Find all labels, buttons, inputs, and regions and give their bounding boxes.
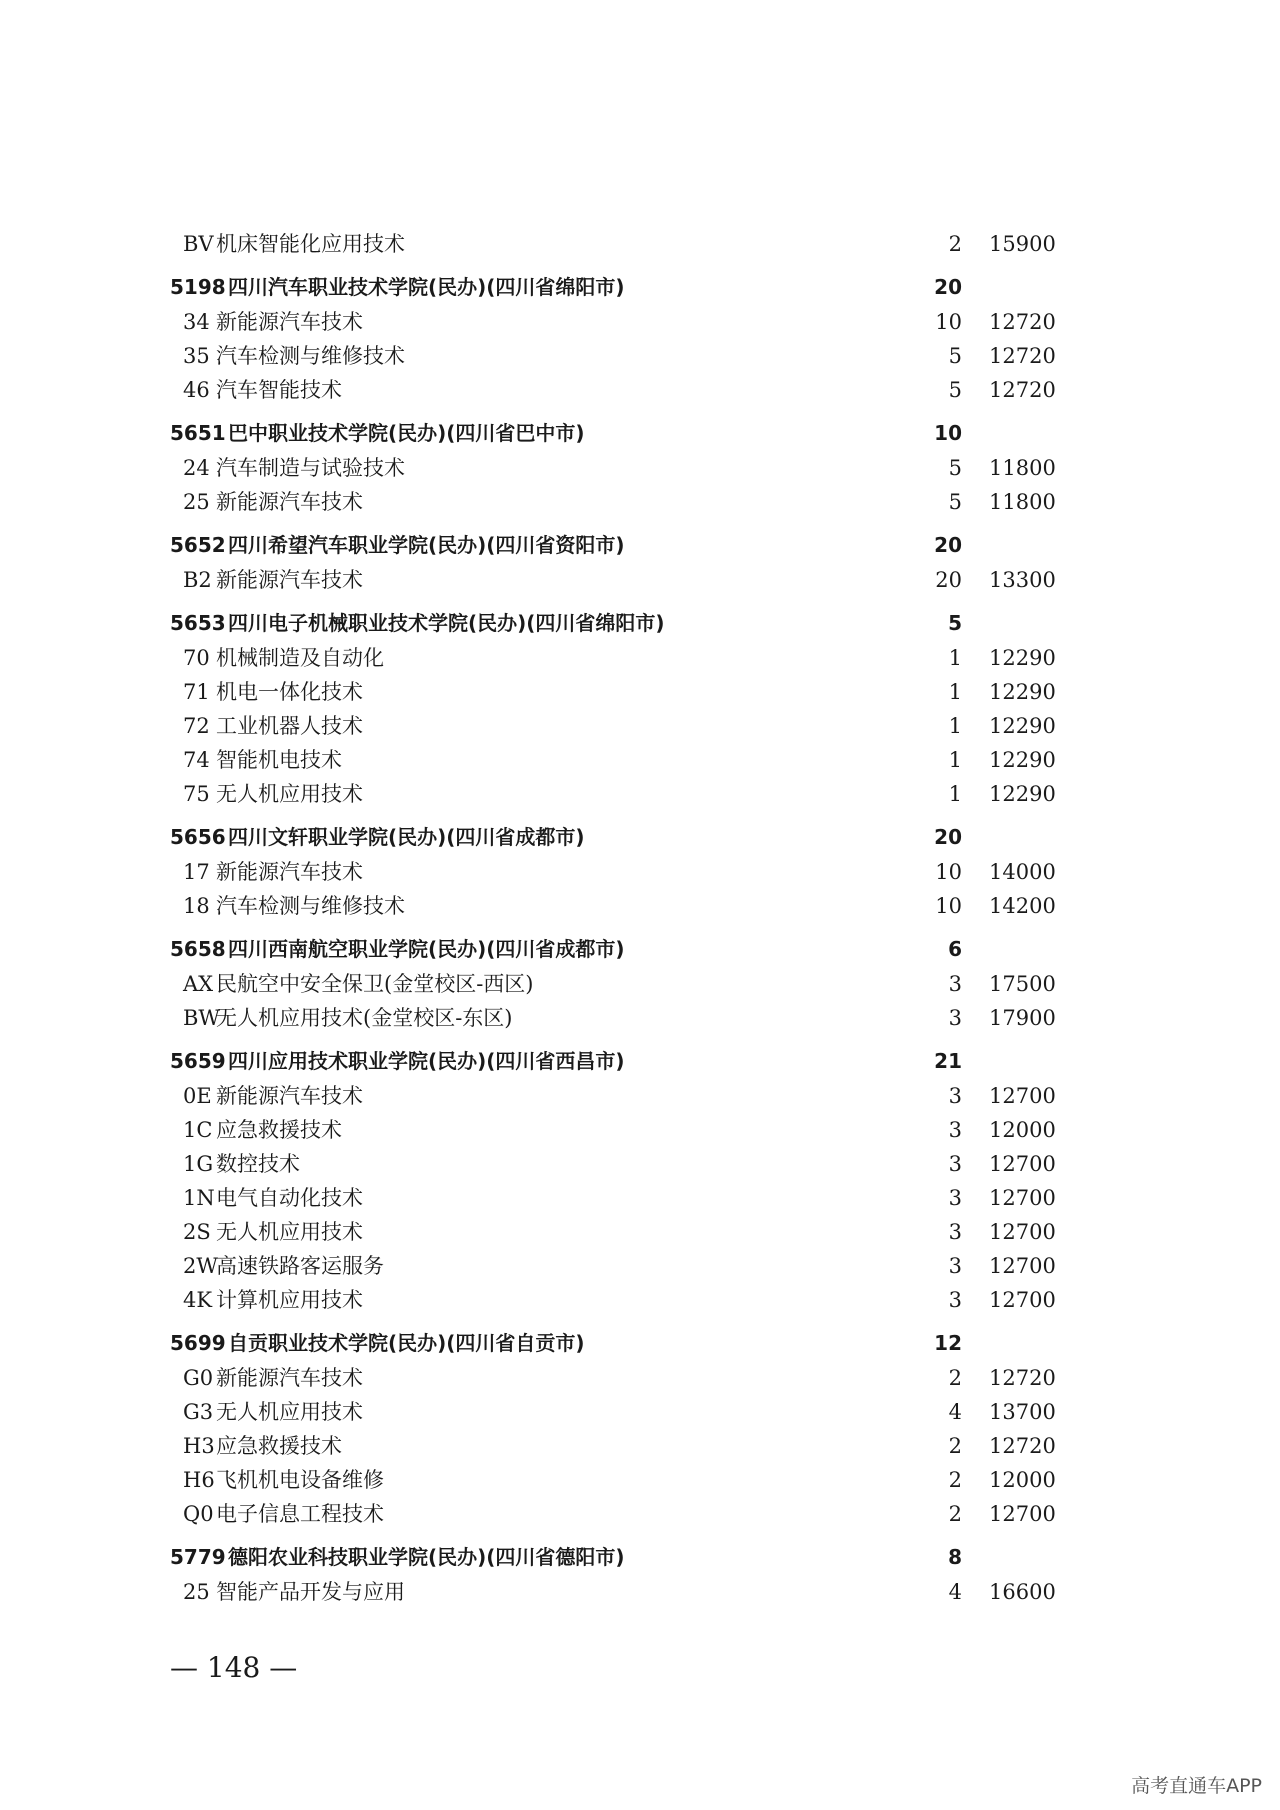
major-fee: 12700 bbox=[989, 1220, 1056, 1244]
major-fee: 12290 bbox=[989, 748, 1056, 772]
school-code: 5779 bbox=[170, 1545, 226, 1569]
school-row bbox=[0, 1045, 1280, 1077]
major-name: 应急救援技术 bbox=[216, 1118, 342, 1142]
school-code: 5652 bbox=[170, 533, 226, 557]
major-code: 2W bbox=[183, 1254, 218, 1278]
major-count: 1 bbox=[948, 748, 962, 772]
major-name: 无人机应用技术 bbox=[216, 1400, 363, 1424]
school-code: 5651 bbox=[170, 421, 226, 445]
major-code: 17 bbox=[183, 860, 210, 884]
major-code: H6 bbox=[183, 1468, 215, 1492]
major-name: 智能产品开发与应用 bbox=[216, 1580, 405, 1604]
major-count: 10 bbox=[935, 894, 962, 918]
major-fee: 12700 bbox=[989, 1254, 1056, 1278]
major-name: 机械制造及自动化 bbox=[216, 646, 384, 670]
major-code: 18 bbox=[183, 894, 210, 918]
major-code: Q0 bbox=[183, 1502, 214, 1526]
major-code: 34 bbox=[183, 310, 210, 334]
major-code: 74 bbox=[183, 748, 210, 772]
major-count: 3 bbox=[948, 972, 962, 996]
major-name: 工业机器人技术 bbox=[216, 714, 363, 738]
major-row bbox=[0, 374, 1280, 406]
school-name: 四川文轩职业学院(民办)(四川省成都市) bbox=[228, 825, 585, 849]
major-fee: 13700 bbox=[989, 1400, 1056, 1424]
major-code: G3 bbox=[183, 1400, 214, 1424]
school-count: 10 bbox=[934, 421, 962, 445]
major-row bbox=[0, 1362, 1280, 1394]
major-code: 72 bbox=[183, 714, 210, 738]
major-code: 4K bbox=[183, 1288, 213, 1312]
school-name: 四川西南航空职业学院(民办)(四川省成都市) bbox=[228, 937, 625, 961]
major-row bbox=[0, 968, 1280, 1000]
major-code: H3 bbox=[183, 1434, 215, 1458]
major-code: 0E bbox=[183, 1084, 212, 1108]
major-count: 2 bbox=[948, 1434, 962, 1458]
major-count: 3 bbox=[948, 1152, 962, 1176]
major-count: 3 bbox=[948, 1118, 962, 1142]
major-row bbox=[0, 564, 1280, 596]
school-name: 自贡职业技术学院(民办)(四川省自贡市) bbox=[228, 1331, 585, 1355]
school-count: 8 bbox=[948, 1545, 962, 1569]
school-name: 四川电子机械职业技术学院(民办)(四川省绵阳市) bbox=[228, 611, 665, 635]
major-row bbox=[0, 1498, 1280, 1530]
major-name: 高速铁路客运服务 bbox=[216, 1254, 384, 1278]
major-count: 2 bbox=[948, 232, 962, 256]
major-fee: 12290 bbox=[989, 782, 1056, 806]
school-name: 四川希望汽车职业学院(民办)(四川省资阳市) bbox=[228, 533, 625, 557]
major-fee: 17900 bbox=[989, 1006, 1056, 1030]
major-row bbox=[0, 676, 1280, 708]
major-count: 10 bbox=[935, 310, 962, 334]
school-code: 5656 bbox=[170, 825, 226, 849]
school-row bbox=[0, 933, 1280, 965]
school-row bbox=[0, 529, 1280, 561]
major-row bbox=[0, 710, 1280, 742]
major-fee: 12700 bbox=[989, 1084, 1056, 1108]
school-row bbox=[0, 607, 1280, 639]
major-code: BW bbox=[183, 1006, 221, 1030]
major-code: 24 bbox=[183, 456, 210, 480]
major-count: 5 bbox=[948, 378, 962, 402]
major-code: 1G bbox=[183, 1152, 214, 1176]
major-fee: 12700 bbox=[989, 1186, 1056, 1210]
major-row bbox=[0, 778, 1280, 810]
major-name: 机电一体化技术 bbox=[216, 680, 363, 704]
major-count: 3 bbox=[948, 1006, 962, 1030]
major-row bbox=[0, 1396, 1280, 1428]
major-fee: 12720 bbox=[989, 378, 1056, 402]
school-count: 20 bbox=[934, 825, 962, 849]
major-name: 飞机机电设备维修 bbox=[216, 1468, 384, 1492]
major-row bbox=[0, 1148, 1280, 1180]
major-name: 民航空中安全保卫(金堂校区-西区) bbox=[216, 972, 534, 996]
school-count: 21 bbox=[934, 1049, 962, 1073]
major-count: 4 bbox=[948, 1580, 962, 1604]
major-row bbox=[0, 452, 1280, 484]
major-fee: 12700 bbox=[989, 1502, 1056, 1526]
major-name: 智能机电技术 bbox=[216, 748, 342, 772]
major-fee: 11800 bbox=[989, 456, 1056, 480]
major-count: 4 bbox=[948, 1400, 962, 1424]
major-name: 新能源汽车技术 bbox=[216, 1366, 363, 1390]
major-row bbox=[0, 1430, 1280, 1462]
school-name: 四川汽车职业技术学院(民办)(四川省绵阳市) bbox=[228, 275, 625, 299]
major-fee: 13300 bbox=[989, 568, 1056, 592]
major-row bbox=[0, 856, 1280, 888]
school-row bbox=[0, 417, 1280, 449]
major-count: 10 bbox=[935, 860, 962, 884]
school-code: 5653 bbox=[170, 611, 226, 635]
major-row bbox=[0, 1080, 1280, 1112]
major-name: 新能源汽车技术 bbox=[216, 1084, 363, 1108]
major-row bbox=[0, 642, 1280, 674]
major-row bbox=[0, 744, 1280, 776]
major-count: 20 bbox=[935, 568, 962, 592]
school-row bbox=[0, 271, 1280, 303]
major-name: 汽车检测与维修技术 bbox=[216, 344, 405, 368]
major-fee: 12000 bbox=[989, 1118, 1056, 1142]
major-fee: 12290 bbox=[989, 714, 1056, 738]
major-count: 3 bbox=[948, 1186, 962, 1210]
school-code: 5658 bbox=[170, 937, 226, 961]
major-row bbox=[0, 1576, 1280, 1608]
major-fee: 12000 bbox=[989, 1468, 1056, 1492]
major-count: 1 bbox=[948, 714, 962, 738]
major-count: 3 bbox=[948, 1220, 962, 1244]
major-fee: 12290 bbox=[989, 680, 1056, 704]
major-code: 35 bbox=[183, 344, 210, 368]
page-number: — 148 — bbox=[170, 1651, 298, 1684]
major-name: 应急救援技术 bbox=[216, 1434, 342, 1458]
major-row bbox=[0, 890, 1280, 922]
major-count: 1 bbox=[948, 782, 962, 806]
major-name: 新能源汽车技术 bbox=[216, 310, 363, 334]
major-fee: 12720 bbox=[989, 1366, 1056, 1390]
major-name: 无人机应用技术(金堂校区-东区) bbox=[216, 1006, 513, 1030]
major-code: G0 bbox=[183, 1366, 214, 1390]
major-row bbox=[0, 486, 1280, 518]
major-fee: 14000 bbox=[989, 860, 1056, 884]
major-name: 电子信息工程技术 bbox=[216, 1502, 384, 1526]
major-fee: 12720 bbox=[989, 310, 1056, 334]
major-fee: 12700 bbox=[989, 1152, 1056, 1176]
major-row bbox=[0, 1114, 1280, 1146]
school-count: 12 bbox=[934, 1331, 962, 1355]
school-row bbox=[0, 1541, 1280, 1573]
school-count: 5 bbox=[948, 611, 962, 635]
school-name: 德阳农业科技职业学院(民办)(四川省德阳市) bbox=[228, 1545, 625, 1569]
major-name: 新能源汽车技术 bbox=[216, 860, 363, 884]
major-code: 2S bbox=[183, 1220, 211, 1244]
school-code: 5659 bbox=[170, 1049, 226, 1073]
school-count: 20 bbox=[934, 533, 962, 557]
major-count: 2 bbox=[948, 1468, 962, 1492]
major-row bbox=[0, 1250, 1280, 1282]
major-name: 无人机应用技术 bbox=[216, 1220, 363, 1244]
major-code: 71 bbox=[183, 680, 210, 704]
major-name: 汽车制造与试验技术 bbox=[216, 456, 405, 480]
major-name: 新能源汽车技术 bbox=[216, 568, 363, 592]
major-count: 5 bbox=[948, 490, 962, 514]
major-row bbox=[0, 1284, 1280, 1316]
major-row bbox=[0, 340, 1280, 372]
major-code: AX bbox=[183, 972, 214, 996]
major-count: 2 bbox=[948, 1502, 962, 1526]
major-code: 1C bbox=[183, 1118, 213, 1142]
major-row bbox=[0, 306, 1280, 338]
major-fee: 11800 bbox=[989, 490, 1056, 514]
major-name: 数控技术 bbox=[216, 1152, 300, 1176]
major-code: 46 bbox=[183, 378, 210, 402]
major-code: 25 bbox=[183, 490, 210, 514]
major-fee: 14200 bbox=[989, 894, 1056, 918]
major-fee: 15900 bbox=[989, 232, 1056, 256]
major-row bbox=[0, 228, 1280, 260]
major-name: 新能源汽车技术 bbox=[216, 490, 363, 514]
major-name: 机床智能化应用技术 bbox=[216, 232, 405, 256]
major-name: 汽车智能技术 bbox=[216, 378, 342, 402]
major-count: 5 bbox=[948, 344, 962, 368]
major-code: B2 bbox=[183, 568, 212, 592]
major-row bbox=[0, 1216, 1280, 1248]
major-code: 25 bbox=[183, 1580, 210, 1604]
school-code: 5198 bbox=[170, 275, 226, 299]
major-name: 无人机应用技术 bbox=[216, 782, 363, 806]
major-row bbox=[0, 1182, 1280, 1214]
school-code: 5699 bbox=[170, 1331, 226, 1355]
school-count: 6 bbox=[948, 937, 962, 961]
major-code: BV bbox=[183, 232, 214, 256]
major-name: 汽车检测与维修技术 bbox=[216, 894, 405, 918]
major-count: 3 bbox=[948, 1254, 962, 1278]
major-row bbox=[0, 1464, 1280, 1496]
major-row bbox=[0, 1002, 1280, 1034]
major-count: 2 bbox=[948, 1366, 962, 1390]
watermark-text: 高考直通车APP bbox=[1131, 1775, 1262, 1797]
major-count: 1 bbox=[948, 646, 962, 670]
school-name: 巴中职业技术学院(民办)(四川省巴中市) bbox=[228, 421, 585, 445]
major-fee: 12720 bbox=[989, 1434, 1056, 1458]
major-fee: 12700 bbox=[989, 1288, 1056, 1312]
major-fee: 12290 bbox=[989, 646, 1056, 670]
major-name: 计算机应用技术 bbox=[216, 1288, 363, 1312]
school-count: 20 bbox=[934, 275, 962, 299]
school-name: 四川应用技术职业学院(民办)(四川省西昌市) bbox=[228, 1049, 625, 1073]
major-count: 5 bbox=[948, 456, 962, 480]
major-fee: 16600 bbox=[989, 1580, 1056, 1604]
major-count: 1 bbox=[948, 680, 962, 704]
major-code: 70 bbox=[183, 646, 210, 670]
major-count: 3 bbox=[948, 1084, 962, 1108]
major-code: 75 bbox=[183, 782, 210, 806]
major-fee: 12720 bbox=[989, 344, 1056, 368]
major-name: 电气自动化技术 bbox=[216, 1186, 363, 1210]
major-fee: 17500 bbox=[989, 972, 1056, 996]
major-code: 1N bbox=[183, 1186, 215, 1210]
major-count: 3 bbox=[948, 1288, 962, 1312]
school-row bbox=[0, 1327, 1280, 1359]
school-row bbox=[0, 821, 1280, 853]
